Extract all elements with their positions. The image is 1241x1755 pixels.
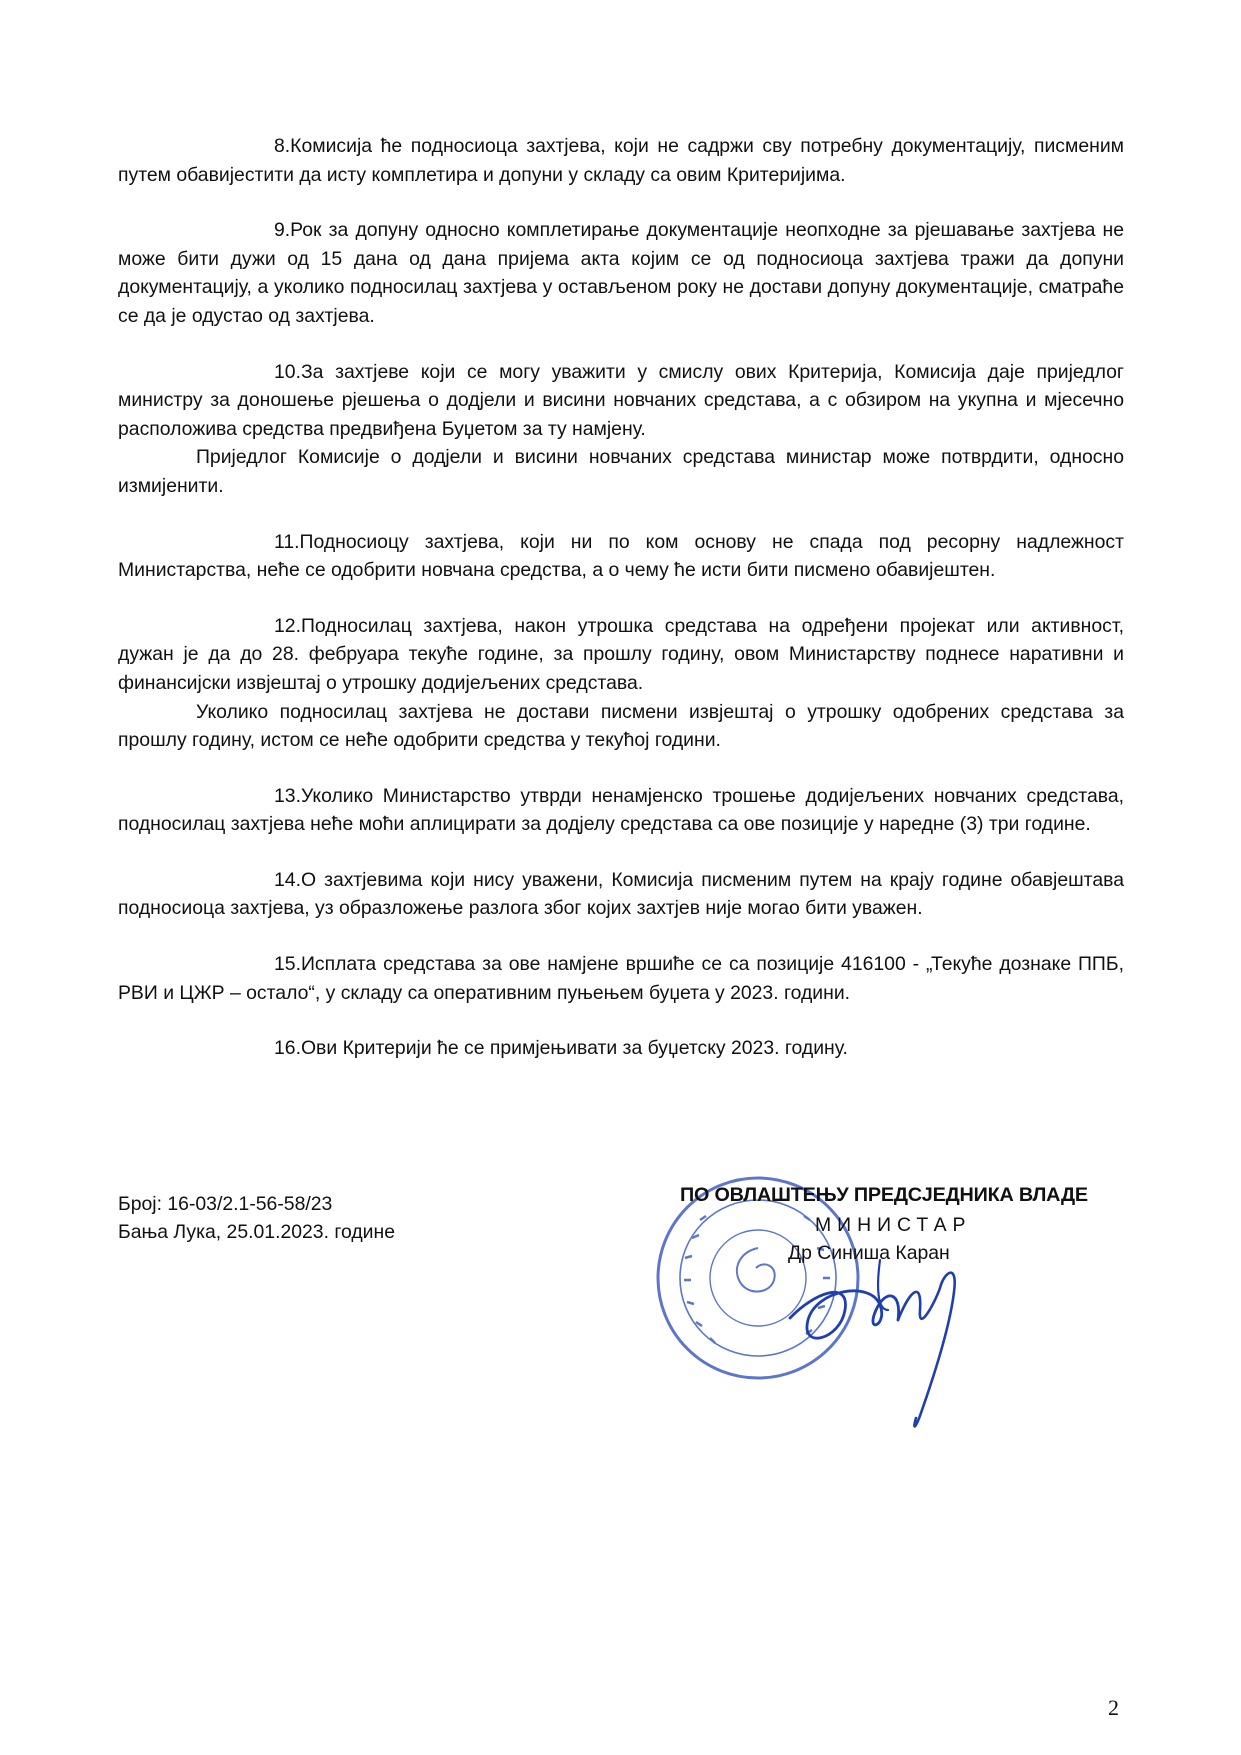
paragraph-text: Комисија ће подносиоца захтјева, који не садржи сву потребну документацију, писменим путем обавијестити да исту комплетира и допуни у складу са овим Критеријима. [118, 135, 1124, 186]
place-and-date: Бања Лука, 25.01.2023. године [118, 1221, 396, 1243]
paragraph-16 [118, 1034, 1124, 1063]
paragraph-text: За захтјеве који се могу уважити у смислу ових Критерија, Комисија даје приједлог министру за доношење рјешења о додјели и висини новчаних средстава, а с обзиром на укупна и мјесечно расположива средства предвиђена Буџетом за ту намјену. [118, 360, 1124, 440]
signatory-name: Др Синиша Каран [788, 1242, 950, 1264]
paragraph-text: Уколико Министарство утврди ненамјенско трошење додијељених новчаних средстава, подносилац захтјева неће моћи аплицирати за додјелу средстава са ове позиције у наредне (3) три године. [118, 784, 1124, 836]
paragraph-10 [118, 358, 1124, 444]
paragraph-text: Рок за допуну односно комплетирање документације неопходне за рјешавање захтјева не може бити дужи од 15 дана од дана пријема акта којим се од подносиоца захтјева тражи да допуни документацију, а уколико подносилац захтјева у остављеном року не достави допуну документације, сматраће се да је одустао од захтјева. [118, 219, 1124, 327]
paragraph-10-continuation: Приједлог Комисије о додјели и висини новчаних средстава министар може потврдити, односно измијенити. [118, 446, 1124, 497]
paragraph-number: 16. [274, 1037, 301, 1060]
paragraph-12 [118, 612, 1124, 698]
signature-block [640, 1160, 1140, 1440]
paragraph-8 [118, 132, 1124, 189]
document-reference [118, 1190, 395, 1246]
paragraph-number: 8. [274, 135, 291, 157]
paragraph-text: Подносиоцу захтјева, који ни по ком основу не спада под ресорну надлежност Министарства, неће се одобрити новчана средства, а о чему ће исти бити писмено обавијештен. [118, 530, 1124, 582]
paragraph-12-continuation: Уколико подносилац захтјева не достави писмени извјештај о утрошку одобрених средстава за прошлу годину, истом се неће одобрити средства у текућој години. [118, 700, 1124, 752]
paragraph-14 [118, 866, 1124, 923]
paragraph-number: 14. [274, 868, 301, 891]
paragraph-text: Подносилац захтјева, након утрошка средстава на одређени пројекат или активност, дужан је да до 28. фебруара текуће године, за прошлу годину, овом Министарству поднесе наративни и финансијски извјештај о утрошку додијељених средстава. [118, 614, 1124, 694]
paragraph-text: О захтјевима који нису уважени, Комисија писменим путем на крају године обавјештава подносиоца захтјева, уз образложење разлога због којих захтјев није могао бити уважен. [118, 868, 1124, 920]
paragraph-number: 13. [274, 784, 301, 807]
paragraph-number: 9. [274, 219, 291, 242]
paragraph-number: 11. [274, 530, 300, 553]
paragraph-text: Исплата средстава за ове намјене вршиће се са позиције 416100 - „Текуће дознаке ППБ, РВИ и ЦЖР – остало“, у складу са оперативним пуњењем буџета у 2023. години. [118, 953, 1124, 1004]
paragraph-15 [118, 950, 1124, 1007]
paragraph-number: 12. [274, 614, 301, 637]
paragraph-11 [118, 528, 1124, 585]
paragraph-9 [118, 216, 1124, 330]
signatory-role: МИНИСТАР [815, 1214, 972, 1236]
paragraph-13 [118, 782, 1124, 839]
reference-number: Број: 16-03/2.1-56-58/23 [118, 1193, 333, 1215]
page-number: 2 [1108, 1695, 1119, 1720]
paragraph-text: Ови Критерији ће се примјењивати за буџетску 2023. годину. [300, 1037, 848, 1060]
paragraph-number: 15. [274, 953, 301, 976]
signatory-authority: ПО ОВЛАШТЕЊУ ПРЕДСЈЕДНИКА ВЛАДЕ [680, 1184, 1088, 1206]
document-body [118, 132, 1124, 1063]
paragraph-number: 10. [274, 360, 301, 383]
